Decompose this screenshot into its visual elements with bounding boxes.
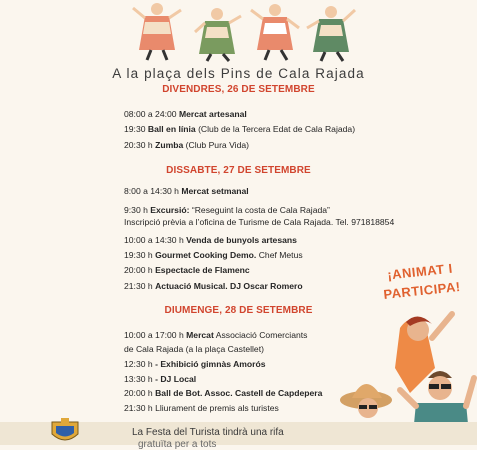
- event-line: 10:00 a 17:00 h Mercat Associació Comerciants: [124, 330, 308, 340]
- event-line: 20:30 h Zumba (Club Pura Vida): [124, 140, 250, 150]
- footer-raffle-text-2: gratuïta per a tots: [138, 439, 217, 450]
- event-line: 9:30 h Excursió: “Reseguint la costa de Cala Rajada”: [124, 205, 330, 215]
- day-heading-sunday: DIUMENGE, 28 DE SETEMBRE: [164, 305, 313, 316]
- event-location-title: A la plaça dels Pins de Cala Rajada: [112, 66, 365, 81]
- day-heading-friday: DIVENDRES, 26 DE SETEMBRE: [162, 84, 315, 95]
- dancers-illustration: [125, 0, 360, 62]
- day-heading-saturday: DISSABTE, 27 DE SETEMBRE: [166, 165, 311, 176]
- event-line: 19:30 Ball en línia (Club de la Tercera Edat de Cala Rajada): [124, 124, 356, 134]
- event-line: Inscripció prèvia a l’oficina de Turisme de Cala Rajada. Tel. 971818854: [124, 217, 395, 227]
- slogan-line: ¡ANIMAT I: [386, 260, 454, 283]
- event-line: 20:00 h Espectacle de Flamenc: [124, 265, 250, 275]
- event-line: 08:00 a 24:00 Mercat artesanal: [124, 109, 247, 119]
- slogan: [374, 257, 467, 304]
- event-line: 20:00 h Ball de Bot. Assoc. Castell de Capdepera: [124, 388, 323, 398]
- event-line: 13:30 h - DJ Local: [124, 374, 197, 384]
- event-line: 21:30 h Lliurament de premis als turistes: [124, 403, 279, 413]
- slogan-line: PARTICIPA!: [382, 278, 462, 302]
- event-line: 21:30 h Actuació Musical. DJ Oscar Romero: [124, 281, 303, 291]
- event-line: 12:30 h - Exhibició gimnàs Amorós: [124, 359, 266, 369]
- event-line: de Cala Rajada (a la plaça Castellet): [124, 344, 264, 354]
- footer-raffle-text: La Festa del Turista tindrà una rifa: [132, 427, 284, 438]
- town-crest-icon: [48, 418, 82, 445]
- event-line: 19:30 h Gourmet Cooking Demo. Chef Metus: [124, 250, 303, 260]
- event-line: 10:00 a 14:30 h Venda de bunyols artesans: [124, 235, 297, 245]
- event-line: 8:00 a 14:30 h Mercat setmanal: [124, 186, 249, 196]
